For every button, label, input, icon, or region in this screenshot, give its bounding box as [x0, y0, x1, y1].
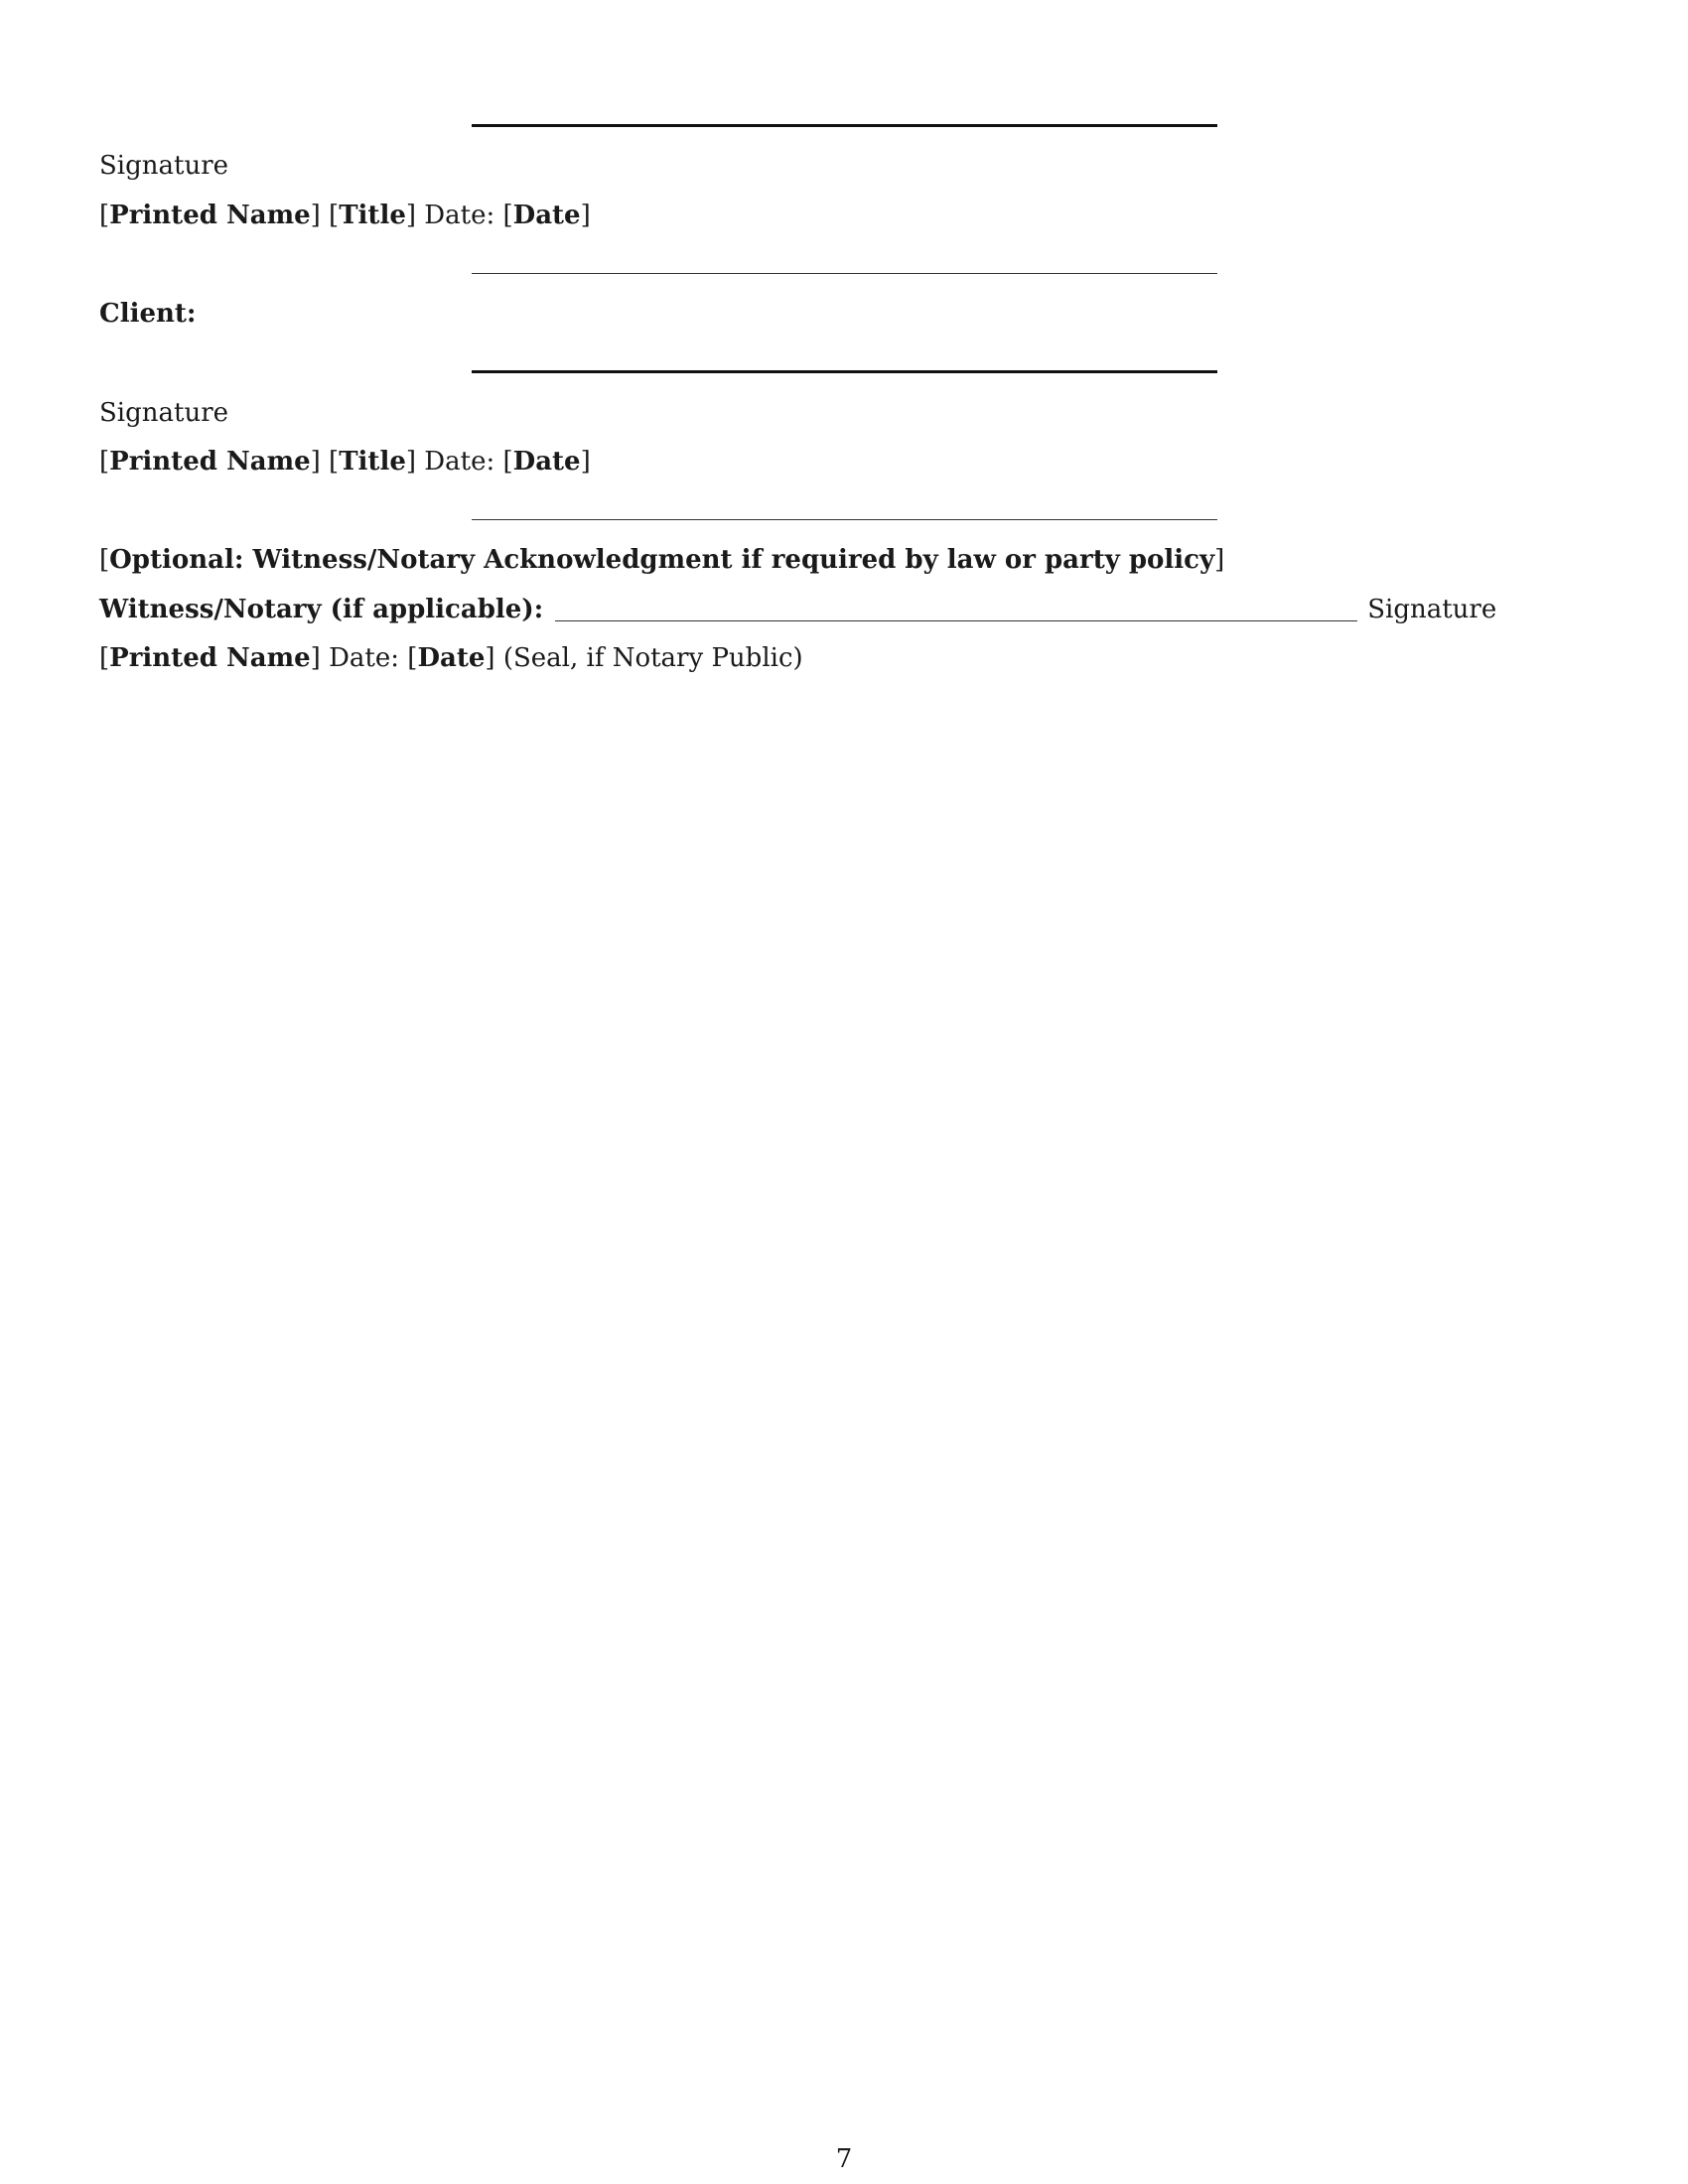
date-placeholder: Date [512, 201, 581, 230]
client-signature-label-text: Signature [99, 398, 229, 428]
client-date-label: Date: [424, 447, 495, 477]
witness-signature-label: Signature [1367, 595, 1497, 624]
optional-witness-note: [Optional: Witness/Notary Acknowledgment if required by law or party policy] [99, 545, 1225, 575]
client-heading [99, 297, 197, 331]
witness-date-placeholder: Date [417, 643, 486, 673]
client-heading-text: Client: [99, 299, 197, 329]
witness-signature-line [99, 593, 1496, 626]
signature-label-text: Signature [99, 151, 229, 181]
witness-printed-name-date-line: [Printed Name] Date: [Date] (Seal, if Notary Public) [99, 643, 803, 673]
printed-name-title-date-line: [Printed Name] [Title] Date: [Date] [99, 201, 591, 230]
witness-signature-rule [555, 620, 1357, 621]
witness-label: Witness/Notary (if applicable): [99, 595, 544, 624]
client-printed-name-title-date-line: [Printed Name] [Title] Date: [Date] [99, 447, 591, 477]
signature-line [472, 124, 1217, 127]
signature-label [99, 149, 228, 183]
page-number: 7 [835, 2144, 853, 2174]
client-separator-line [472, 519, 1217, 520]
optional-witness-note-text: Optional: Witness/Notary Acknowledgment if required by law or party policy [109, 545, 1215, 575]
date-label: Date: [424, 201, 495, 230]
client-title-placeholder: Title [339, 447, 406, 477]
client-signature-line [472, 370, 1217, 373]
seal-note: (Seal, if Notary Public) [502, 643, 803, 673]
client-date-placeholder: Date [512, 447, 581, 477]
title-placeholder: Title [339, 201, 406, 230]
client-signature-label [99, 396, 228, 430]
separator-line [472, 273, 1217, 274]
client-printed-name-placeholder: Printed Name [109, 447, 311, 477]
witness-date-label: Date: [329, 643, 400, 673]
witness-printed-name-placeholder: Printed Name [109, 643, 311, 673]
printed-name-placeholder: Printed Name [109, 201, 311, 230]
